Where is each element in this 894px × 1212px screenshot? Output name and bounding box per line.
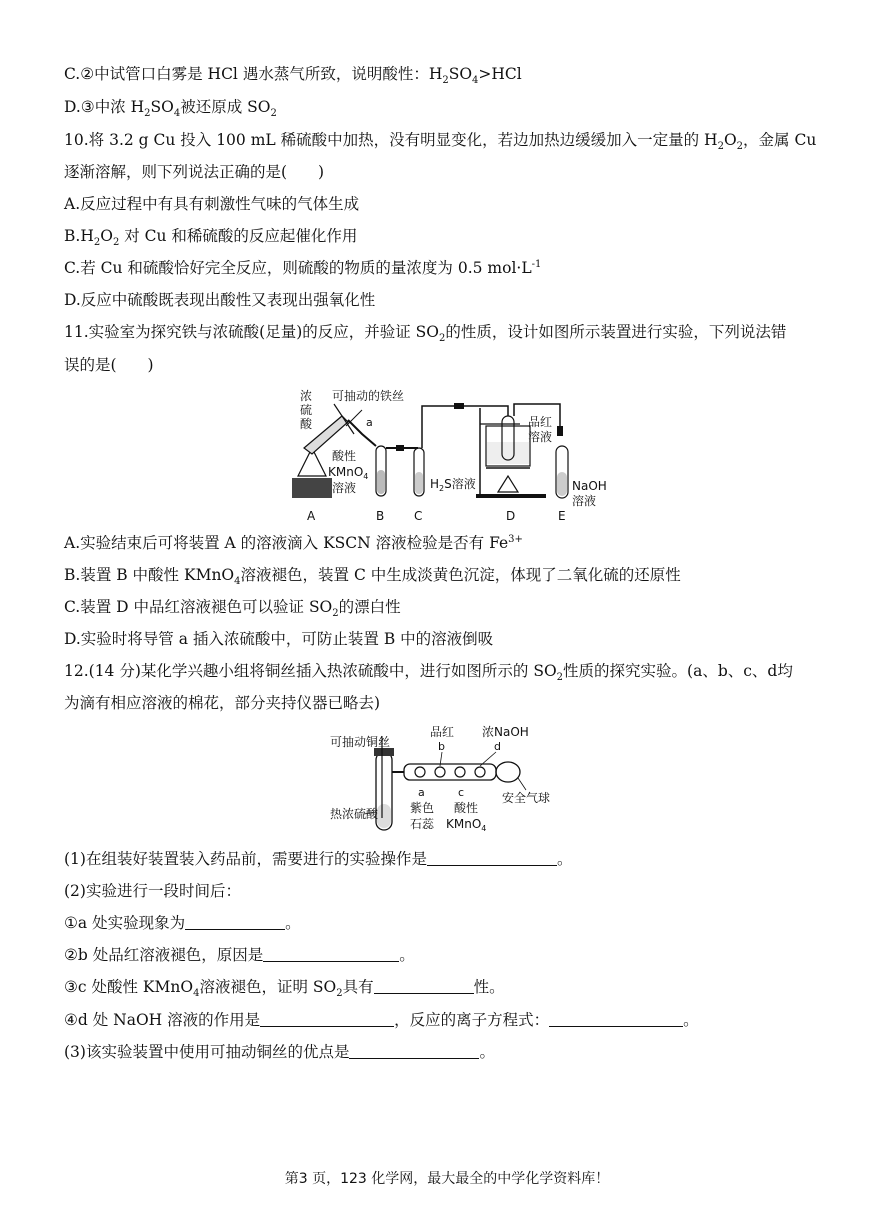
- label-copper-wire: 可抽动铜丝: [330, 735, 391, 749]
- pipe-c-d: [422, 406, 508, 448]
- label-pinhong: 品红: [430, 725, 455, 739]
- tube-c-liquid: [415, 472, 423, 494]
- q12-stem-line2: 为滴有相应溶液的棉花，部分夹持仪器已略去): [64, 694, 381, 712]
- hot-acid-liquid: [377, 804, 391, 828]
- label-hot-acid: 热浓硫酸: [330, 807, 379, 821]
- answer-blank-2-3[interactable]: [374, 979, 474, 994]
- q12-apparatus-figure: [330, 722, 570, 840]
- label-acid-3: 酸: [300, 417, 313, 431]
- burner-d: [498, 476, 518, 492]
- answer-blank-3[interactable]: [349, 1044, 479, 1059]
- answer-blank-2-2[interactable]: [263, 947, 399, 962]
- label-h2s: $H_2S$溶液: [430, 477, 476, 493]
- q11-option-d: D.实验时将导管 a 插入浓硫酸中，可防止装置 B 中的溶液倒吸: [64, 630, 494, 648]
- cotton-b: [435, 767, 445, 777]
- stand-base-a: [292, 478, 332, 498]
- tube-b-liquid: [377, 470, 385, 494]
- label-kmno4-1: 酸性: [454, 801, 479, 815]
- q12-part2-4: ④d 处 NaOH 溶液的作用是 ，反应的离子方程式： 。: [64, 1011, 699, 1029]
- q12-part1: (1)在组装好装置装入药品前，需要进行的实验操作是 。: [64, 850, 573, 868]
- q10-stem-line1: 10.将 3.2 g Cu 投入 100 mL 稀硫酸中加热，没有明显变化，若边加热边缓缓加入一定量的 $H_2O_2$，金属 Cu: [64, 131, 817, 153]
- label-kmno4-1: 酸性: [332, 449, 357, 463]
- q12-part3: (3)该实验装置中使用可抽动铜丝的优点是 。: [64, 1043, 495, 1061]
- label-kmno4-3: 溶液: [332, 481, 357, 495]
- cotton-d: [475, 767, 485, 777]
- label-pinhong-1: 品红: [528, 415, 553, 429]
- q11-option-c: C.装置 D 中品红溶液褪色可以验证 $SO_2$的漂白性: [64, 598, 401, 620]
- stand-d-base: [476, 494, 546, 498]
- label-iron-wire: 可抽动的铁丝: [332, 389, 405, 403]
- cotton-c: [455, 767, 465, 777]
- q11-option-a: A.实验结束后可将装置 A 的溶液滴入 KSCN 溶液检验是否有 $Fe^{3+}$: [64, 533, 523, 552]
- answer-blank-2-1[interactable]: [185, 915, 285, 930]
- beaker-d-water: [487, 442, 529, 464]
- q11-apparatus-figure: [290, 386, 620, 526]
- safety-balloon: [496, 762, 520, 782]
- tube-a-lead: [346, 410, 362, 426]
- q10-option-c: C.若 Cu 和硫酸恰好完全反应，则硫酸的物质的量浓度为 0.5 $mol\cdot L^{-1}$: [64, 258, 542, 277]
- q11-option-b: B.装置 B 中酸性 KMnO$_4$溶液褪色，装置 C 中生成淡黄色沉淀，体现了二氧化硫的还原性: [64, 566, 681, 588]
- letter-b: B: [376, 509, 385, 523]
- q12-part2-2: ②b 处品红溶液褪色，原因是 。: [64, 946, 415, 964]
- label-naoh-1: NaOH: [572, 479, 607, 493]
- label-a: a: [418, 786, 425, 799]
- label-d: d: [494, 740, 501, 753]
- label-acid-1: 浓: [300, 389, 313, 403]
- q9-option-c: C.②中试管口白雾是 HCl 遇水蒸气所致，说明酸性：$H_2SO_4>HCl$: [64, 65, 522, 87]
- q10-stem-line2: 逐渐溶解，则下列说法正确的是( ): [64, 163, 325, 181]
- label-b: b: [438, 740, 445, 753]
- answer-blank-1[interactable]: [427, 851, 557, 866]
- q12-part2-3: ③c 处酸性 KMnO$_4$溶液褪色，证明 $SO_2$具有 性。: [64, 978, 505, 1000]
- q11-stem-line1: 11.实验室为探究铁与浓硫酸(足量)的反应，并验证 $SO_2$的性质，设计如图所示装置进行实验，下列说法错: [64, 323, 787, 345]
- tube-e-liquid: [557, 472, 567, 496]
- label-pinhong-2: 溶液: [528, 430, 553, 444]
- label-balloon: 安全气球: [502, 791, 551, 805]
- label-kmno4-2: KMnO$_4$: [328, 465, 369, 481]
- label-naoh-2: 溶液: [572, 494, 597, 508]
- label-a: a: [366, 416, 373, 429]
- stopper: [374, 748, 394, 756]
- page-footer: 第3 页，123 化学网，最大最全的中学化学资料库！: [284, 1171, 610, 1187]
- q12-part2-1: ①a 处实验现象为 。: [64, 914, 301, 932]
- glass-tube: [404, 764, 496, 780]
- leader-balloon: [518, 778, 526, 790]
- answer-blank-2-4a[interactable]: [260, 1012, 394, 1027]
- letter-c: C: [414, 509, 423, 523]
- label-naoh: 浓NaOH: [482, 725, 529, 739]
- label-litmus-1: 紫色: [410, 801, 435, 815]
- joint-c-d: [454, 403, 464, 409]
- label-litmus-2: 石蕊: [410, 817, 435, 831]
- joint-d-e: [557, 426, 563, 436]
- letter-d: D: [506, 509, 516, 523]
- q10-option-b: $B.H_2O_2$ 对 Cu 和稀硫酸的反应起催化作用: [64, 227, 358, 249]
- letter-a: A: [307, 509, 316, 523]
- q9-option-d: D.③中浓 $H_2SO_4$被还原成 $SO_2$: [64, 98, 277, 120]
- q10-option-a: A.反应过程中有具有刺激性气味的气体生成: [64, 195, 360, 213]
- label-kmno4-2: KMnO$_4$: [446, 817, 487, 833]
- cotton-a: [415, 767, 425, 777]
- q12-part2: (2)实验进行一段时间后：: [64, 882, 241, 900]
- q10-option-d: D.反应中硫酸既表现出酸性又表现出强氧化性: [64, 291, 376, 309]
- joint-b-c: [396, 445, 404, 451]
- label-c: c: [458, 786, 465, 799]
- answer-blank-2-4b[interactable]: [549, 1012, 683, 1027]
- q11-stem-line2: 误的是( ): [64, 356, 154, 374]
- label-acid-2: 硫: [300, 403, 313, 417]
- letter-e: E: [558, 509, 566, 523]
- q12-stem-line1: 12.(14 分)某化学兴趣小组将铜丝插入热浓硫酸中，进行如图所示的 $SO_2$性质的探究实验。(a、b、c、d均: [64, 662, 793, 684]
